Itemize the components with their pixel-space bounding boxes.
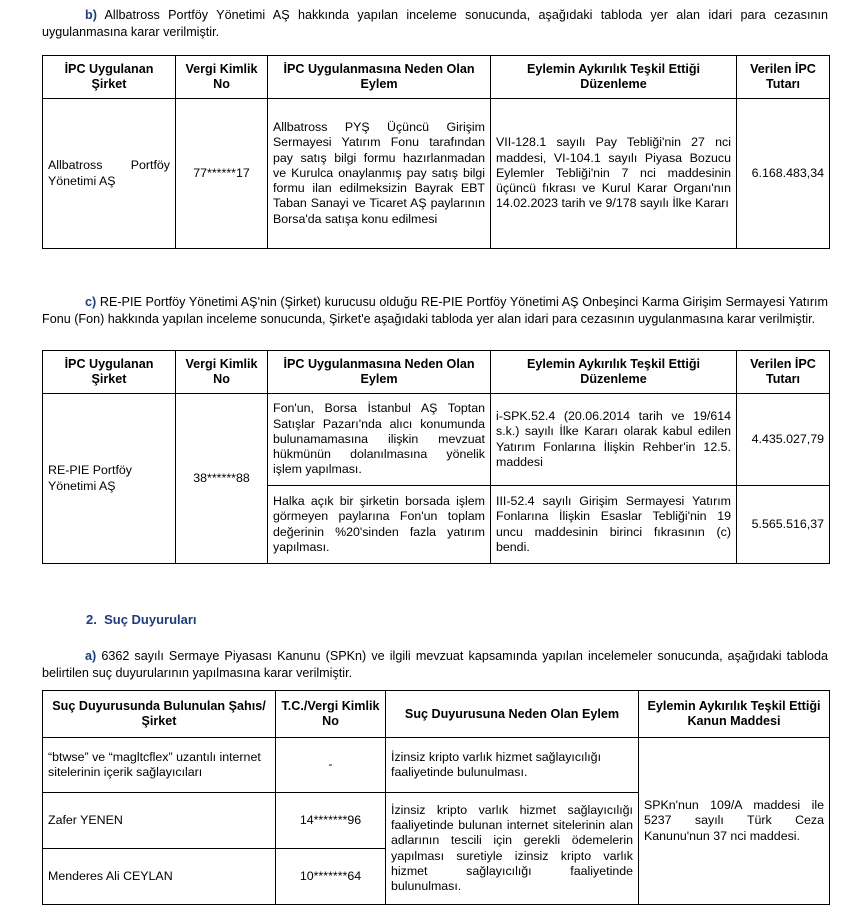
company-cell: RE-PIE Portföy Yönetimi AŞ	[43, 394, 176, 564]
paragraph-b	[42, 7, 828, 40]
header-law: Eylemin Aykırılık Teşkil Ettiği Kanun Maddesi	[639, 691, 830, 738]
penalty-table-allbatross	[42, 55, 830, 249]
paragraph-a	[42, 648, 828, 681]
action-cell: Allbatross PYŞ Üçüncü Girişim Sermayesi Yatırım Fonu tarafından pay satış bilgi formu hazırlanmadan ve Kurulca onaylanmış pay satış bilgi formu ilan edilmeksizin Bayrak EBT Taban Sanayi ve Ticaret AŞ paylarının Borsa'da satışa konu edilmesi	[268, 99, 491, 249]
paragraph-a-text: 6362 sayılı Sermaye Piyasası Kanunu (SPKn) ve ilgili mevzuat kapsamında yapılan incelemeler sonucunda, aşağıdaki tabloda belirtilen suç duyurularının yapılmasına karar verilmiştir.	[42, 649, 829, 680]
tax-id-cell: 38******88	[176, 394, 268, 564]
criminal-complaint-table	[42, 690, 830, 905]
party-cell: Menderes Ali CEYLAN	[43, 849, 276, 905]
penalty-table-repie	[42, 350, 830, 564]
id-cell: 14*******96	[276, 793, 386, 849]
paragraph-b-label: b)	[85, 8, 97, 22]
header-tax-id: Vergi Kimlik No	[176, 56, 268, 99]
header-amount: Verilen İPC Tutarı	[737, 56, 830, 99]
action-cell: Fon'un, Borsa İstanbul AŞ Toptan Satışlar Pazarı'nda alıcı konumunda bulunamamasına ilişkin mevzuat hükmünün dolanılmasına yönelik işlem yapılması.	[268, 394, 491, 486]
table-row	[43, 99, 830, 249]
section-number: 2.	[86, 612, 97, 627]
header-regulation: Eylemin Aykırılık Teşkil Ettiği Düzenleme	[491, 56, 737, 99]
amount-cell: 6.168.483,34	[737, 99, 830, 249]
regulation-cell: VII-128.1 sayılı Pay Tebliği'nin 27 nci maddesi, VI-104.1 sayılı Piyasa Bozucu Eylemler Tebliği'nin 7 nci maddesinin üçüncü fıkrası ve Kurul Karar Organı'nın 14.02.2023 tarih ve 9/178 sayılı İlke Kararı	[491, 99, 737, 249]
header-party: Suç Duyurusunda Bulunulan Şahıs/Şirket	[43, 691, 276, 738]
header-id: T.C./Vergi Kimlik No	[276, 691, 386, 738]
amount-cell: 4.435.027,79	[737, 394, 830, 486]
id-cell: 10*******64	[276, 849, 386, 905]
header-action: İPC Uygulanmasına Neden Olan Eylem	[268, 56, 491, 99]
header-tax-id: Vergi Kimlik No	[176, 351, 268, 394]
section-heading	[86, 612, 197, 627]
paragraph-c	[42, 294, 828, 327]
table-row	[43, 394, 830, 486]
action-cell: İzinsiz kripto varlık hizmet sağlayıcılığı faaliyetinde bulunulması.	[386, 738, 639, 793]
company-cell: Allbatross Portföy Yönetimi AŞ	[43, 99, 176, 249]
tax-id-cell: 77******17	[176, 99, 268, 249]
regulation-cell: i-SPK.52.4 (20.06.2014 tarih ve 19/614 s.k.) sayılı İlke Kararı olarak kabul edilen Yatırım Fonlarına İlişkin Rehber'in 12.5. maddesi	[491, 394, 737, 486]
header-company: İPC Uygulanan Şirket	[43, 351, 176, 394]
table-row	[43, 738, 830, 793]
law-cell: SPKn'nun 109/A maddesi ile 5237 sayılı Türk Ceza Kanunu'nun 37 nci maddesi.	[639, 738, 830, 905]
header-regulation: Eylemin Aykırılık Teşkil Ettiği Düzenleme	[491, 351, 737, 394]
header-action: Suç Duyurusuna Neden Olan Eylem	[386, 691, 639, 738]
table-header-row	[43, 56, 830, 99]
section-title: Suç Duyuruları	[104, 612, 197, 627]
id-cell: -	[276, 738, 386, 793]
paragraph-c-text: RE-PIE Portföy Yönetimi AŞ'nin (Şirket) kurucusu olduğu RE-PIE Portföy Yönetimi AŞ Onbeşinci Karma Girişim Sermayesi Yatırım Fonu (Fon) hakkında yapılan inceleme sonucunda, Şirket'e aşağıdaki tabloda yer alan idari para cezasının uygulanmasına karar verilmiştir.	[42, 295, 829, 326]
party-cell: “btwse” ve “magltcflex” uzantılı internet sitelerinin içerik sağlayıcıları	[43, 738, 276, 793]
header-amount: Verilen İPC Tutarı	[737, 351, 830, 394]
paragraph-c-label: c)	[85, 295, 97, 309]
table-header-row	[43, 691, 830, 738]
header-company: İPC Uygulanan Şirket	[43, 56, 176, 99]
header-action: İPC Uygulanmasına Neden Olan Eylem	[268, 351, 491, 394]
amount-cell: 5.565.516,37	[737, 486, 830, 564]
action-cell: İzinsiz kripto varlık hizmet sağlayıcılığı faaliyetinde bulunan internet sitelerinin alan adlarının tescili için gerekli ödemelerin yapılması suretiyle izinsiz kripto varlık hizmet sağlayıcılığı faaliyetinde bulunulması.	[386, 793, 639, 905]
table-header-row	[43, 351, 830, 394]
paragraph-a-label: a)	[85, 649, 97, 663]
party-cell: Zafer YENEN	[43, 793, 276, 849]
regulation-cell: III-52.4 sayılı Girişim Sermayesi Yatırım Fonlarına İlişkin Esaslar Tebliği'nin 19 uncu maddesinin birinci fıkrasının (c) bendi.	[491, 486, 737, 564]
action-cell: Halka açık bir şirketin borsada işlem görmeyen paylarına Fon'un toplam değerinin %20'sinden fazla yatırım yapılması.	[268, 486, 491, 564]
paragraph-b-text: Allbatross Portföy Yönetimi AŞ hakkında yapılan inceleme sonucunda, aşağıdaki tabloda yer alan idari para cezasının uygulanmasına karar verilmiştir.	[42, 8, 828, 39]
